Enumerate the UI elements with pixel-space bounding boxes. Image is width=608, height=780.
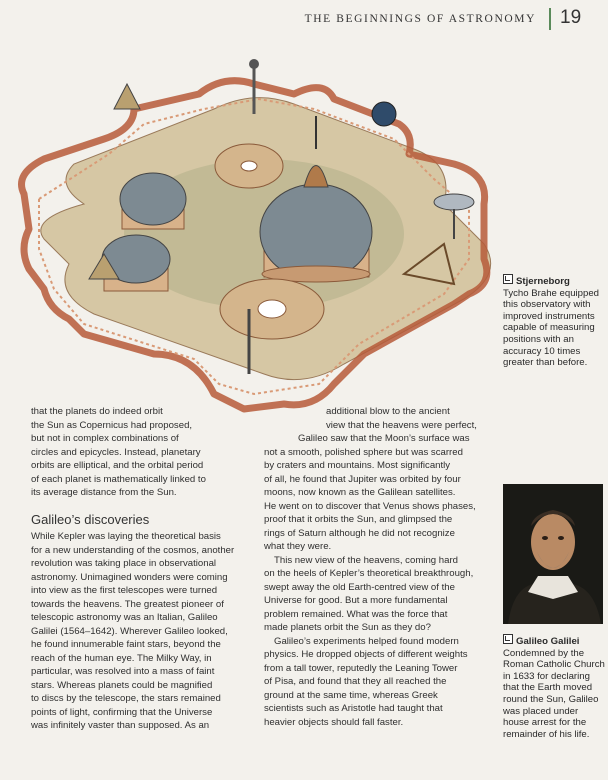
observatory-illustration <box>14 54 494 424</box>
text-line: orbits are elliptical, and the orbital period <box>31 460 204 471</box>
text-line: physics. He dropped objects of different weights <box>264 649 468 660</box>
text-line: was infinitely vaster than supposed. As an <box>31 720 210 731</box>
text-line: This new view of the heavens, coming hard <box>274 554 458 566</box>
text-line: additional blow to the ancient <box>326 406 450 417</box>
text-line: into view as the first telescopes were turned <box>31 585 218 596</box>
text-line: Galilei (1564–1642). Wherever Galileo looked, <box>31 625 228 637</box>
caption-title: Galileo Galilei <box>503 634 607 648</box>
caption-arrow-icon <box>503 634 513 644</box>
text-line: rings of Saturn although he did not recognize <box>264 527 455 539</box>
text-line: ground at the same time, whereas Greek <box>264 689 438 701</box>
text-line: that the planets do indeed orbit <box>31 406 163 417</box>
text-line: to discs by the telescope, the stars remained <box>31 693 221 704</box>
header-divider <box>549 8 551 30</box>
text-line: Universe for good. But a more fundamental <box>264 595 448 606</box>
text-line: made planets orbit the Sun as they do? <box>264 622 431 633</box>
caption-line: positions with an <box>503 333 574 345</box>
caption-line: round the Sun, Galileo <box>503 693 599 705</box>
text-line: While Kepler was laying the theoretical basis <box>31 531 221 542</box>
text-line: swept away the old Earth-centred view of the <box>264 581 455 593</box>
text-line: of all, he found that Jupiter was orbited by four <box>264 473 461 485</box>
small-dome-lower <box>102 235 170 291</box>
text-line: moons, now known as the Galilean satellites. <box>264 487 456 498</box>
text-line: stars. Whereas planets could be magnified <box>31 679 213 691</box>
globe-instrument <box>372 102 396 126</box>
text-line: He went on to discover that Venus shows phases, <box>264 500 476 512</box>
text-line: view that the heavens were perfect, <box>326 419 477 431</box>
text-line: telescopic astronomy was an Italian, Galileo <box>31 612 218 623</box>
upper-instrument <box>215 144 283 188</box>
caption-stjerneborg <box>503 274 607 369</box>
caption-line: Condemned by the <box>503 647 585 659</box>
text-line: on the heels of Kepler’s theoretical breakthrough, <box>264 568 474 579</box>
caption-galileo <box>503 634 607 740</box>
caption-line: Tycho Brahe equipped <box>503 287 600 299</box>
text-line: towards the heavens. The greatest pioneer of <box>31 598 224 610</box>
text-line: its average distance from the Sun. <box>31 487 177 498</box>
right-column-top <box>326 405 496 432</box>
text-line: the Sun as Copernicus had proposed, <box>31 419 193 431</box>
text-line: astronomy. Unimagined wonders were coming <box>31 571 228 583</box>
text-line: revolution was taking place in observational <box>31 558 217 569</box>
text-line: proof that it orbits the Sun, and glimpsed the <box>264 514 453 525</box>
text-line: but not in complex combinations of <box>31 433 179 444</box>
caption-line: this observatory with <box>503 299 591 311</box>
small-dome-upper <box>120 173 186 229</box>
caption-line: Roman Catholic Church <box>503 659 605 671</box>
text-line: scientists such as Aristotle had taught that <box>264 703 443 714</box>
text-line: Galileo saw that the Moon’s surface was <box>298 433 470 444</box>
caption-title: Stjerneborg <box>503 274 607 288</box>
text-line: points of light, confirming that the Universe <box>31 706 213 718</box>
text-line: circles and epicycles. Instead, planetary <box>31 446 201 458</box>
page-number: 19 <box>560 7 582 28</box>
small-tower <box>114 84 140 109</box>
dish-instrument <box>434 194 474 210</box>
running-head: THE BEGINNINGS OF ASTRONOMY <box>304 13 536 25</box>
text-line: for a new understanding of the cosmos, another <box>31 544 235 556</box>
left-column-top <box>31 405 261 500</box>
text-line: Galileo’s experiments helped found modern <box>274 635 459 647</box>
caption-line: in 1633 for declaring <box>503 670 590 682</box>
text-line: of each planet is mathematically linked to <box>31 473 206 485</box>
text-line: what they were. <box>264 541 332 552</box>
text-line: heavier objects should fall faster. <box>264 716 404 728</box>
quadrant-instrument <box>220 279 324 339</box>
left-column-body <box>31 530 271 733</box>
caption-line: that the Earth moved <box>503 682 593 694</box>
text-line: problem remained. What was the force that <box>264 608 448 620</box>
caption-line: was placed under <box>503 705 579 717</box>
text-line: from a tall tower, reputedly the Leaning Tower <box>264 662 458 674</box>
caption-arrow-icon <box>503 274 513 284</box>
caption-line: remainder of his life. <box>503 728 590 740</box>
text-line: of Pisa, and found that they all reached the <box>264 676 447 687</box>
right-column-body <box>264 432 504 729</box>
section-heading: Galileo’s discoveries <box>31 512 150 527</box>
caption-line: greater than before. <box>503 357 588 369</box>
galileo-portrait <box>503 484 603 624</box>
caption-line: house arrest for the <box>503 717 587 729</box>
caption-line: capable of measuring <box>503 322 595 334</box>
text-line: not a smooth, polished sphere but was scarred <box>264 446 463 458</box>
caption-line: accuracy 10 times <box>503 345 581 357</box>
caption-line: improved instruments <box>503 310 595 322</box>
text-line: reach of the human eye. The Milky Way, in <box>31 652 212 664</box>
text-line: particular, was resolved into a mass of faint <box>31 666 215 677</box>
text-line: he found innumerable faint stars, beyond the <box>31 639 221 650</box>
text-line: by craters and mountains. Most significantly <box>264 460 451 471</box>
